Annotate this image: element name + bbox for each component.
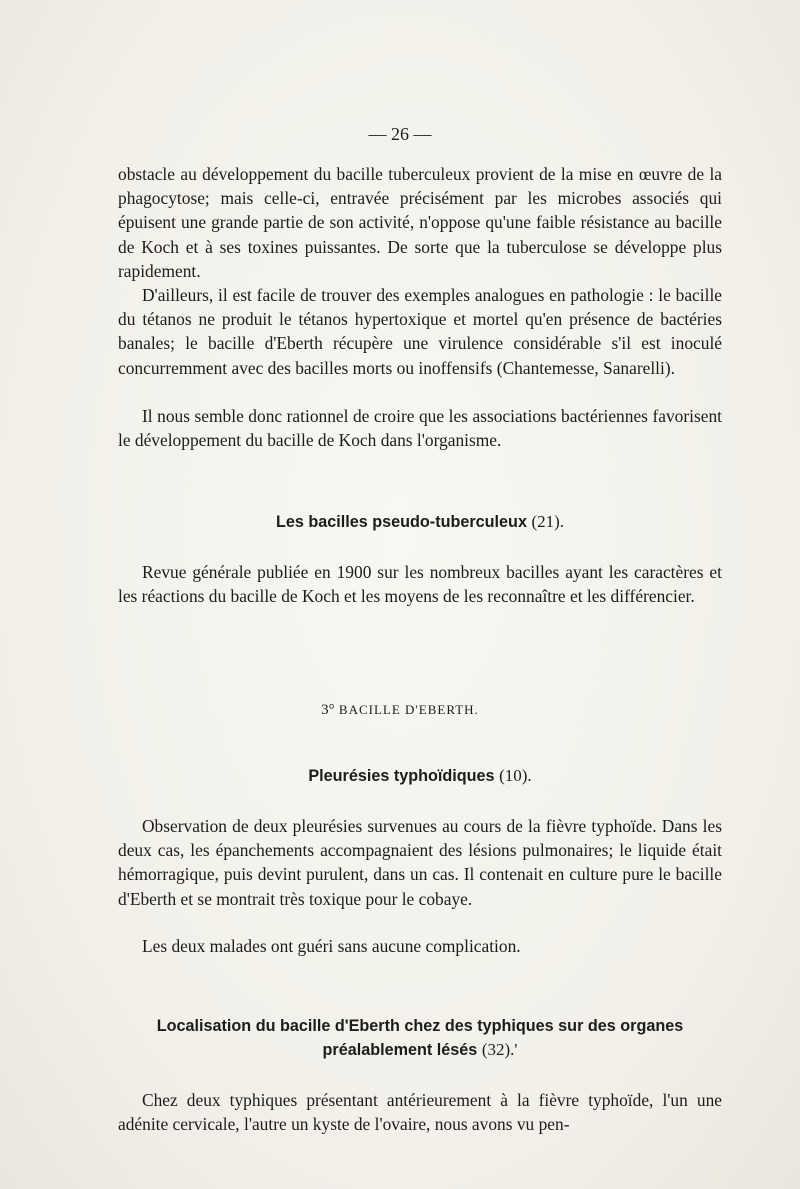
heading-localisation-ref: (32).'	[481, 1040, 518, 1059]
paragraph-continued: obstacle au développement du bacille tuberculeux provient de la mise en œuvre de la phagocytose; mais celle-ci, entravée précisément par les microbes associés qui épuisent une grande partie de son activité, n'oppose qu'une faible résistance au bacille de Koch et à ses toxines puissantes. De sorte que la tuberculose se développe plus rapidement.	[118, 164, 722, 281]
section-label-bacille-eberth	[0, 702, 800, 719]
heading-pseudo-tuberculeux-title: Les bacilles pseudo-tuberculeux	[275, 513, 527, 531]
heading-pseudo-tuberculeux	[118, 510, 722, 534]
heading-pseudo-tuberculeux-ref: (21).	[531, 512, 565, 531]
section-number: 3°	[321, 702, 335, 718]
heading-pleuresies	[118, 764, 722, 788]
heading-pleuresies-ref: (10).	[499, 766, 532, 785]
paragraph-analogues: D'ailleurs, il est facile de trouver des exemples analogues en pathologie : le bacille du tétanos ne produit le tétanos hypertoxique et mortel qu'en présence de bactéries banales; le bacille d'Eberth récupère une virulence considérable s'il est inoculé concurremment avec des bacilles morts ou inoffensifs (Chantemesse, Sanarelli).	[118, 285, 722, 378]
paragraph-revue-generale: Revue générale publiée en 1900 sur les nombreux bacilles ayant les caractères et les réactions du bacille de Koch et les moyens de les reconnaître et les différencier.	[118, 562, 722, 607]
page-number: — 26 —	[368, 124, 432, 144]
paragraph-observation: Observation de deux pleurésies survenues au cours de la fièvre typhoïde. Dans les deux cas, les épanchements accompagnaient des lésions pulmonaires; le liquide était hémorragique, puis devint purulent, dans un cas. Il contenait en culture pure le bacille d'Eberth et se montrait très toxique pour le cobaye.	[118, 816, 722, 909]
paragraph-guerison: Les deux malades ont guéri sans aucune complication.	[142, 936, 521, 956]
paragraph-typhiques: Chez deux typhiques présentant antérieurement à la fièvre typhoïde, l'un une adénite cervicale, l'autre un kyste de l'ovaire, nous avons vu pen-	[118, 1090, 722, 1135]
paragraph-conclusion: Il nous semble donc rationnel de croire que les associations bactériennes favorisent le développement du bacille de Koch dans l'organisme.	[118, 406, 722, 451]
heading-localisation-line1: Localisation du bacille d'Eberth chez des typhiques sur des organes	[156, 1017, 684, 1035]
heading-pleuresies-title: Pleurésies typhoïdiques	[308, 767, 495, 785]
section-title: BACILLE D'EBERTH.	[338, 702, 479, 717]
heading-localisation	[118, 1014, 722, 1062]
heading-localisation-line2: préalablement lésés	[322, 1041, 478, 1059]
